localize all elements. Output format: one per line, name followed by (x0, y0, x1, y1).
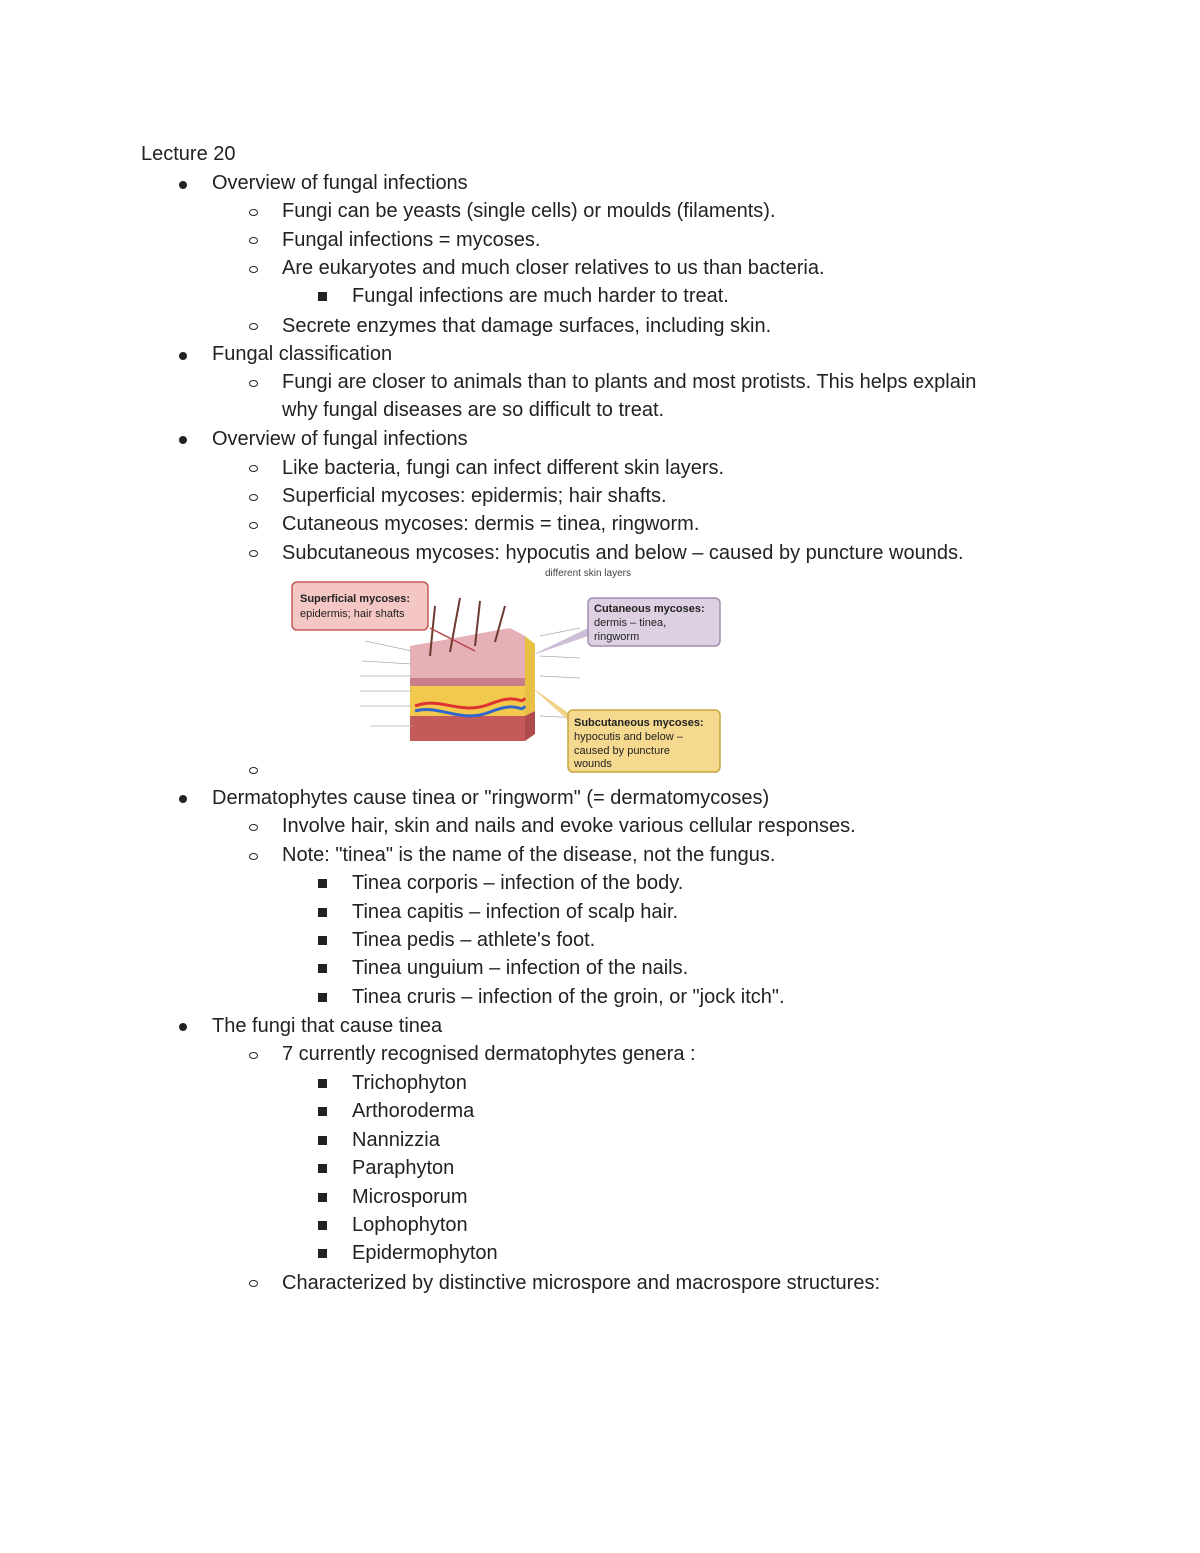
bullet-square (318, 936, 327, 945)
list-item: Superficial mycoses: epidermis; hair shafts. (282, 485, 667, 507)
bullet-dot (179, 181, 187, 189)
bullet-dot (179, 436, 187, 444)
bullet-square (318, 1164, 327, 1173)
list-item: Nannizzia (352, 1129, 440, 1151)
subcutaneous-line: wounds (574, 758, 612, 770)
cutaneous-title: Cutaneous mycoses: (594, 603, 705, 615)
bullet-circle (249, 853, 258, 860)
bullet-square (318, 908, 327, 917)
bullet-square (318, 993, 327, 1002)
bullet-circle (249, 767, 258, 774)
subcutaneous-line: caused by puncture (574, 745, 671, 757)
list-item: Involve hair, skin and nails and evoke various cellular responses. (282, 815, 856, 837)
list-item: Cutaneous mycoses: dermis = tinea, ringworm. (282, 513, 700, 535)
bullet-circle (249, 323, 258, 330)
list-item: Tinea unguium – infection of the nails. (352, 957, 689, 979)
bullet-dot (179, 1023, 187, 1031)
subcutaneous-title: Subcutaneous mycoses: (574, 717, 704, 729)
bullet-circle (249, 1280, 258, 1287)
list-item: Fungi can be yeasts (single cells) or moulds (filaments). (282, 200, 776, 222)
section-heading: Fungal classification (212, 343, 393, 365)
page-title: Lecture 20 (141, 143, 236, 165)
section-heading: Dermatophytes cause tinea or "ringworm" (= dermatomycoses) (212, 787, 770, 809)
bullet-square (318, 879, 327, 888)
bullet-square (318, 292, 327, 301)
list-item: Arthoroderma (352, 1100, 475, 1122)
list-item: Tinea pedis – athlete's foot. (352, 929, 596, 951)
bullet-square (318, 1193, 327, 1202)
list-item: Microsporum (352, 1186, 468, 1208)
list-item: Tinea capitis – infection of scalp hair. (352, 901, 679, 923)
bullet-circle (249, 237, 258, 244)
list-item: Trichophyton (352, 1072, 467, 1094)
bullet-circle (249, 209, 258, 216)
subcutaneous-line: hypocutis and below – (574, 731, 683, 743)
list-item-continuation: why fungal diseases are so difficult to treat. (282, 399, 665, 421)
list-item: Epidermophyton (352, 1242, 498, 1264)
section-heading: Overview of fungal infections (212, 428, 468, 450)
list-item: Paraphyton (352, 1157, 455, 1179)
bullet-circle (249, 1052, 258, 1059)
bullet-circle (249, 494, 258, 501)
list-item: Secrete enzymes that damage surfaces, including skin. (282, 315, 772, 337)
bullet-circle (249, 380, 258, 387)
list-item: 7 currently recognised dermatophytes genera : (282, 1043, 696, 1065)
list-item: Characterized by distinctive microspore and macrospore structures: (282, 1272, 881, 1294)
list-item: Tinea cruris – infection of the groin, or "jock itch". (352, 986, 785, 1008)
list-item: Fungi are closer to animals than to plants and most protists. This helps explain (282, 371, 977, 393)
bullet-square (318, 964, 327, 973)
list-item: Subcutaneous mycoses: hypocutis and below – caused by puncture wounds. (282, 542, 964, 564)
list-item: Lophophyton (352, 1214, 468, 1236)
section-heading: Overview of fungal infections (212, 172, 468, 194)
list-item: Fungal infections = mycoses. (282, 229, 541, 251)
skin-layers-figure (290, 566, 730, 776)
bullet-dot (179, 795, 187, 803)
superficial-title: Superficial mycoses: (300, 593, 411, 605)
bullet-square (318, 1136, 327, 1145)
bullet-circle (249, 266, 258, 273)
list-item: Tinea corporis – infection of the body. (352, 872, 684, 894)
cutaneous-line: dermis – tinea, (594, 617, 667, 629)
bullet-square (318, 1107, 327, 1116)
figure-caption: different skin layers (545, 568, 631, 579)
section-heading: The fungi that cause tinea (212, 1015, 443, 1037)
bullet-square (318, 1079, 327, 1088)
bullet-circle (249, 824, 258, 831)
list-item: Like bacteria, fungi can infect different skin layers. (282, 457, 725, 479)
bullet-circle (249, 522, 258, 529)
superficial-text: epidermis; hair shafts (300, 608, 405, 620)
list-item: Fungal infections are much harder to treat. (352, 285, 729, 307)
bullet-square (318, 1249, 327, 1258)
bullet-dot (179, 352, 187, 360)
bullet-square (318, 1221, 327, 1230)
cutaneous-line: ringworm (594, 631, 640, 643)
bullet-circle (249, 550, 258, 557)
bullet-circle (249, 465, 258, 472)
list-item: Are eukaryotes and much closer relatives to us than bacteria. (282, 257, 825, 279)
list-item: Note: "tinea" is the name of the disease, not the fungus. (282, 844, 776, 866)
